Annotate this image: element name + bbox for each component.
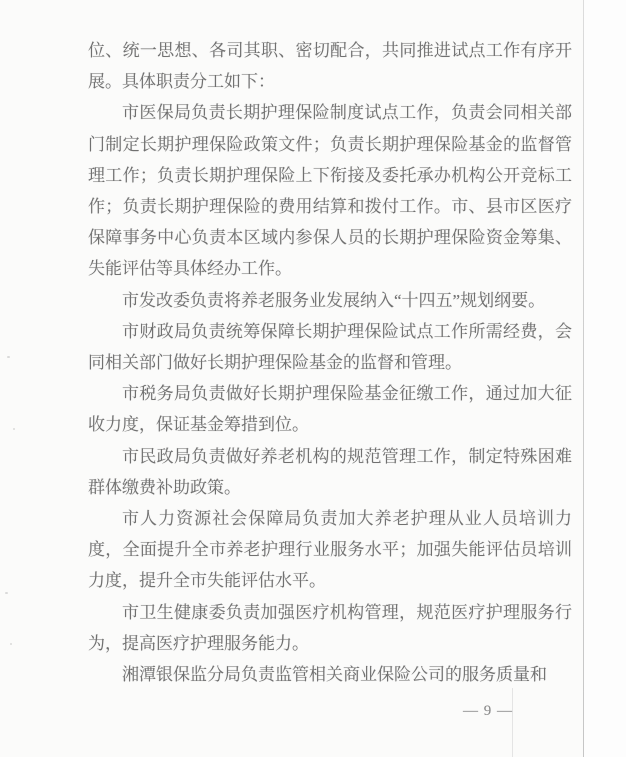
paragraph: 市人力资源社会保障局负责加大养老护理从业人员培训力度，全面提升全市养老护理行业服务水平；加强失能评估员培训力度，提升全市失能评估水平。 (88, 509, 572, 591)
page-number: — 9 — (463, 703, 513, 719)
paragraph: 市卫生健康委负责加强医疗机构管理，规范医疗护理服务行为，提高医疗护理服务能力。 (88, 602, 572, 653)
scanner-background-strip (584, 0, 626, 757)
paragraph: 市税务局负责做好长期护理保险基金征缴工作，通过加大征收力度，保证基金筹措到位。 (88, 384, 572, 435)
scan-speck (7, 356, 10, 358)
paragraph: 市医保局负责长期护理保险制度试点工作，负责会同相关部门制定长期护理保险政策文件；负责长期护理保险基金的监督管理工作；负责长期护理保险上下衔接及委托承办机构公开竞标工作；负责长期护理保险的费用结算和拨付工作。市、县市区医疗保障事务中心负责本区域内参保人员的长期护理保险资金筹集、失能评估等具体经办工作。 (88, 103, 572, 279)
document-text-block (88, 35, 572, 690)
paragraph: 市财政局负责统筹保障长期护理保险试点工作所需经费，会同相关部门做好长期护理保险基金的监督和管理。 (88, 321, 572, 373)
scan-speck (13, 428, 15, 430)
scan-fold-line (512, 688, 513, 757)
paragraph: 市民政局负责做好养老机构的规范管理工作，制定特殊困难群体缴费补助政策。 (88, 446, 572, 497)
paragraph: 湘潭银保监分局负责监管相关商业保险公司的服务质量和 (122, 665, 547, 685)
paragraph: 位、统一思想、各司其职、密切配合，共同推进试点工作有序开展。具体职责分工如下： (88, 41, 572, 92)
scan-speck (5, 592, 8, 594)
paragraph: 市发改委负责将养老服务业发展纳入“十四五”规划纲要。 (122, 290, 546, 310)
page-edge-line (583, 0, 584, 757)
scan-speck (10, 643, 12, 645)
